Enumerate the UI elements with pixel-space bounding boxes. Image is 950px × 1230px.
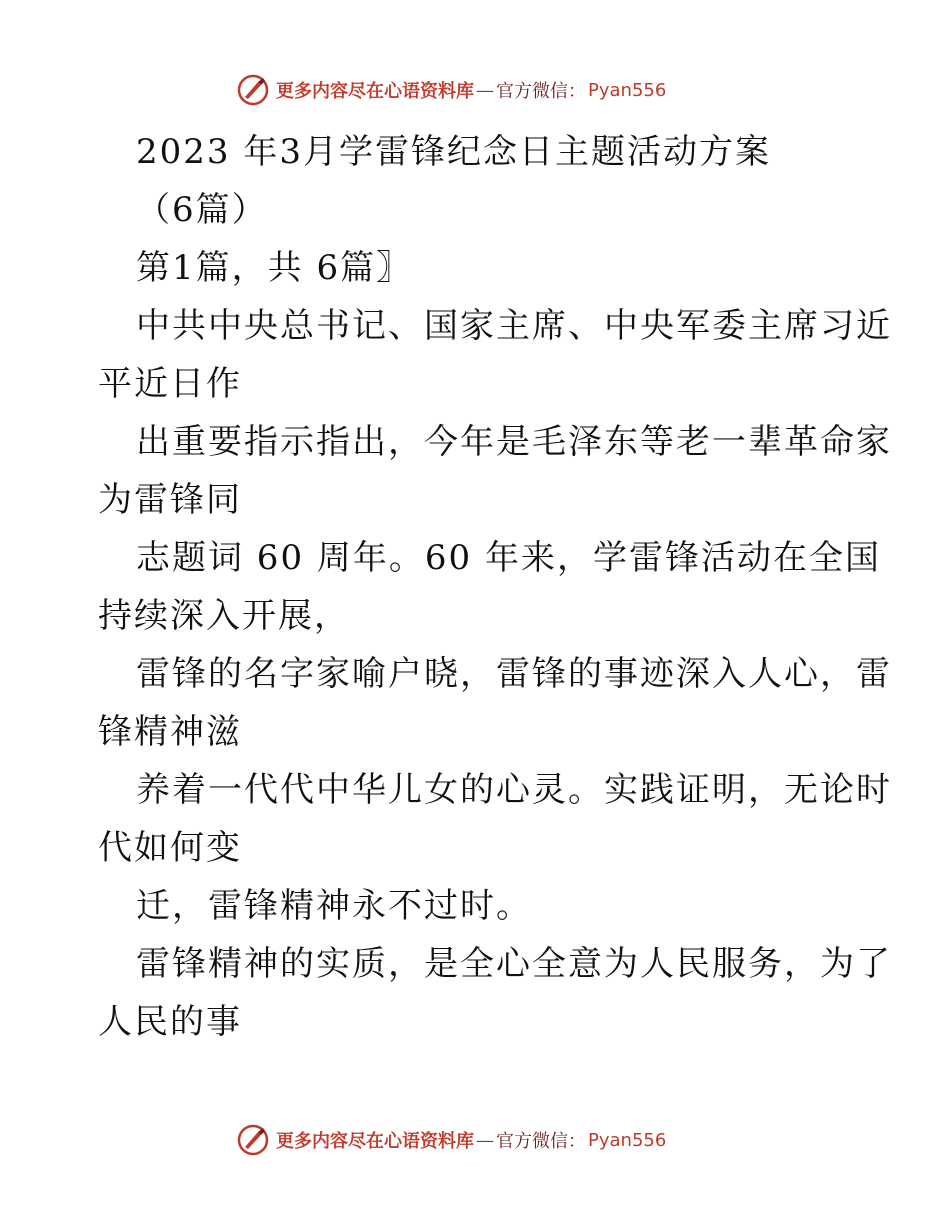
watermark-separator: — <box>476 79 494 101</box>
watermark-wechat-id: Pyan556 <box>588 1129 667 1151</box>
footer-watermark <box>236 1122 716 1158</box>
paragraph-line: 雷锋的名字家喻户晓，雷锋的事迹深入人心，雷 <box>136 654 892 694</box>
paragraph-line: 人民的事 <box>98 1002 242 1042</box>
quill-seal-icon <box>236 73 270 107</box>
watermark-wechat-id: Pyan556 <box>588 79 667 101</box>
watermark-site-text: 更多内容尽在心语资料库 <box>276 1131 474 1152</box>
paragraph-line: 为雷锋同 <box>98 480 242 520</box>
quill-seal-icon <box>236 1123 270 1157</box>
paragraph-line: 迁，雷锋精神永不过时。 <box>136 886 532 926</box>
watermark-wechat-label: 官方微信： <box>496 1131 586 1152</box>
document-body <box>98 123 898 1051</box>
paragraph-line: 养着一代代中华儿女的心灵。实践证明，无论时 <box>136 770 892 810</box>
header-watermark <box>236 72 716 108</box>
doc-subtitle-line: （6篇） <box>136 190 268 230</box>
watermark-separator: — <box>476 1129 494 1151</box>
paragraph-line: 出重要指示指出，今年是毛泽东等老一辈革命家 <box>136 422 892 462</box>
doc-part-indicator: 第1篇，共 6篇〗 <box>136 248 413 288</box>
paragraph-line: 代如何变 <box>98 828 242 868</box>
paragraph-line: 平近日作 <box>98 364 242 404</box>
watermark-wechat-label: 官方微信： <box>496 81 586 102</box>
watermark-site-text: 更多内容尽在心语资料库 <box>276 81 474 102</box>
paragraph-line: 持续深入开展， <box>98 596 350 636</box>
paragraph-line: 志题词 60 周年。60 年来，学雷锋活动在全国 <box>136 538 881 578</box>
paragraph-line: 中共中央总书记、国家主席、中央军委主席习近 <box>136 306 892 346</box>
paragraph-line: 雷锋精神的实质，是全心全意为人民服务，为了 <box>136 944 892 984</box>
doc-title-line: 2023 年3月学雷锋纪念日主题活动方案 <box>136 132 771 172</box>
paragraph-line: 锋精神滋 <box>98 712 242 752</box>
